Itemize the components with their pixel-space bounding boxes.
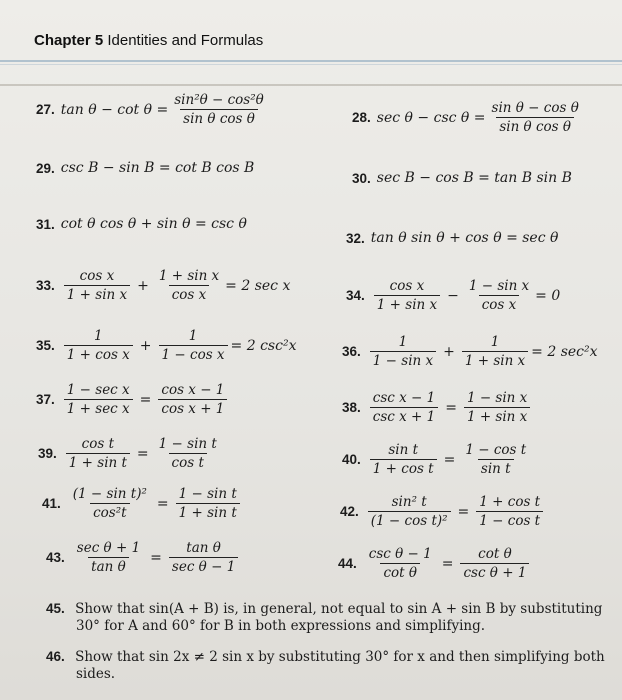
numerator: sin θ − cos θ (491, 100, 579, 116)
numerator: 1 − sin t (178, 486, 237, 502)
fraction-2 (460, 546, 529, 581)
problem-32 (346, 230, 558, 246)
numerator: cos x (79, 268, 115, 284)
fraction (489, 100, 582, 135)
operator: + (139, 337, 152, 354)
problem-number: 44. (338, 556, 357, 571)
fraction-1 (64, 382, 133, 417)
equation-rhs: = 0 (535, 287, 561, 304)
equation: sec B − cos B = tan B sin B (376, 170, 572, 186)
problem-41 (42, 486, 243, 521)
fraction-1 (374, 278, 440, 313)
numerator: 1 (490, 334, 500, 350)
problem-number: 35. (36, 338, 55, 353)
problem-39 (38, 436, 223, 471)
header-divider-secondary (0, 64, 622, 65)
problem-text-line-2: sides. (76, 666, 116, 682)
numerator: 1 (93, 328, 103, 344)
problem-number: 39. (38, 446, 57, 461)
numerator: 1 + sin x (158, 268, 220, 284)
problem-28 (352, 100, 585, 135)
problem-number: 42. (340, 504, 359, 519)
equals-sign: = (443, 451, 456, 468)
numerator: 1 − sec x (66, 382, 130, 398)
operator: − (447, 287, 459, 304)
denominator: tan θ (88, 557, 129, 575)
denominator: cos x + 1 (158, 399, 227, 417)
problem-text-line-2: 30° for A and 60° for B in both expressions and simplifying. (76, 618, 486, 634)
numerator: 1 − sin t (158, 436, 217, 452)
numerator: sin² t (391, 494, 427, 510)
numerator: 1 + cos t (479, 494, 541, 510)
problem-number: 27. (36, 102, 55, 117)
fraction-2 (156, 436, 220, 471)
numerator: 1 − sin x (466, 390, 528, 406)
problem-46 (46, 648, 606, 683)
denominator: cos x (169, 285, 210, 303)
header-divider (0, 60, 622, 62)
denominator: cos x (479, 295, 520, 313)
denominator: sin θ cos θ (496, 117, 574, 135)
denominator: sin t (478, 459, 514, 477)
chapter-name: Identities and Formulas (107, 32, 264, 49)
numerator: sin t (388, 442, 419, 458)
equals-sign: = (139, 391, 152, 408)
operator: + (443, 343, 455, 360)
numerator: 1 (188, 328, 198, 344)
numerator: 1 − sin x (468, 278, 530, 294)
chapter-header (0, 0, 622, 86)
problem-43 (46, 540, 241, 575)
problem-number: 30. (352, 170, 371, 186)
problem-44 (338, 546, 532, 581)
denominator: 1 + sin x (462, 351, 528, 369)
equals-sign: = (150, 549, 162, 566)
denominator: sin θ cos θ (180, 109, 258, 127)
problem-text-line-1: Show that sin(A + B) is, in general, not equal to sin A + sin B by substituting (75, 601, 603, 617)
problem-number: 37. (36, 392, 55, 407)
denominator: 1 + cos t (370, 459, 437, 477)
fraction-1 (366, 546, 435, 581)
numerator: cot θ (478, 546, 512, 562)
problem-number: 46. (46, 649, 65, 664)
fraction-1 (64, 268, 130, 303)
numerator: 1 (398, 334, 408, 350)
fraction-2 (176, 486, 240, 521)
numerator: 1 − cos t (465, 442, 527, 458)
fraction-2 (466, 278, 532, 313)
problem-40 (342, 442, 532, 477)
fraction-1 (70, 486, 150, 521)
numerator: csc θ − 1 (368, 546, 432, 562)
problem-number: 29. (36, 160, 55, 176)
numerator: (1 − sin t)² (72, 486, 147, 502)
denominator: 1 − cos x (159, 345, 228, 363)
numerator: csc x − 1 (372, 390, 436, 406)
fraction-1 (370, 390, 438, 425)
denominator: 1 + sin x (64, 285, 130, 303)
problem-31 (36, 216, 247, 232)
equals-sign: = (441, 555, 454, 572)
fraction (171, 92, 267, 127)
problem-37 (36, 382, 230, 417)
problem-number: 41. (42, 496, 61, 511)
equation-rhs: = 2 sec²x (531, 343, 598, 360)
numerator: cos t (81, 436, 115, 452)
fraction-1 (370, 442, 437, 477)
denominator: 1 − sin x (370, 351, 436, 369)
numerator: sec θ + 1 (76, 540, 141, 556)
problem-number: 34. (346, 288, 365, 303)
fraction-2 (464, 390, 530, 425)
denominator: 1 + cos x (64, 345, 133, 363)
denominator: cot θ (380, 563, 420, 581)
numerator: cos x (389, 278, 425, 294)
denominator: 1 + sin t (176, 503, 240, 521)
problem-number: 36. (342, 344, 361, 359)
equation: csc B − sin B = cot B cos B (60, 160, 255, 176)
problem-30 (352, 170, 572, 186)
problem-number: 28. (352, 110, 371, 125)
fraction-2 (462, 442, 529, 477)
problem-35 (36, 328, 296, 363)
equals-sign: = (156, 495, 169, 512)
problem-45 (46, 600, 606, 635)
fraction-1 (64, 328, 133, 363)
denominator: 1 + sin x (464, 407, 530, 425)
problem-number: 40. (342, 452, 361, 467)
denominator: csc θ + 1 (460, 563, 529, 581)
equation-lhs: tan θ − cot θ = (60, 101, 169, 118)
problem-number: 38. (342, 400, 361, 415)
denominator: 1 + sin t (66, 453, 130, 471)
equation: tan θ sin θ + cos θ = sec θ (370, 230, 559, 246)
fraction-2 (169, 540, 238, 575)
fraction-1 (66, 436, 130, 471)
problem-29 (36, 160, 254, 176)
problem-number: 33. (36, 278, 55, 293)
equals-sign: = (445, 399, 457, 416)
denominator: 1 − cos t (476, 511, 543, 529)
numerator: cos x − 1 (161, 382, 225, 398)
problem-38 (342, 390, 533, 425)
denominator: sec θ − 1 (169, 557, 238, 575)
chapter-label: Chapter 5 (34, 32, 104, 49)
denominator: cos t (169, 453, 207, 471)
problem-text-line-1: Show that sin 2x ≠ 2 sin x by substituting 30° for x and then simplifying both (75, 649, 605, 665)
equation-rhs: = 2 csc²x (230, 337, 297, 354)
fraction-2 (159, 328, 228, 363)
problem-36 (342, 334, 598, 369)
denominator: (1 − cos t)² (368, 511, 451, 529)
equation-rhs: = 2 sec x (225, 277, 291, 294)
equation-lhs: sec θ − csc θ = (376, 109, 486, 126)
problem-27 (36, 92, 270, 127)
denominator: 1 + sec x (64, 399, 133, 417)
equals-sign: = (457, 503, 470, 520)
fraction-2 (462, 334, 528, 369)
equation: cot θ cos θ + sin θ = csc θ (60, 216, 247, 232)
denominator: csc x + 1 (370, 407, 438, 425)
problem-33 (36, 268, 290, 303)
denominator: 1 + sin x (374, 295, 440, 313)
problem-34 (346, 278, 560, 313)
fraction-1 (368, 494, 451, 529)
problem-number: 32. (346, 230, 365, 246)
problem-number: 31. (36, 216, 55, 232)
numerator: sin²θ − cos²θ (174, 92, 264, 108)
fraction-2 (158, 382, 227, 417)
operator: + (137, 277, 149, 294)
numerator: tan θ (186, 540, 221, 556)
chapter-title (34, 32, 263, 49)
problem-number: 45. (46, 601, 65, 616)
fraction-2 (156, 268, 222, 303)
fraction-1 (74, 540, 143, 575)
fraction-1 (370, 334, 436, 369)
fraction-2 (476, 494, 543, 529)
denominator: cos²t (90, 503, 129, 521)
equals-sign: = (136, 445, 149, 462)
problem-number: 43. (46, 550, 65, 565)
problem-42 (340, 494, 546, 529)
